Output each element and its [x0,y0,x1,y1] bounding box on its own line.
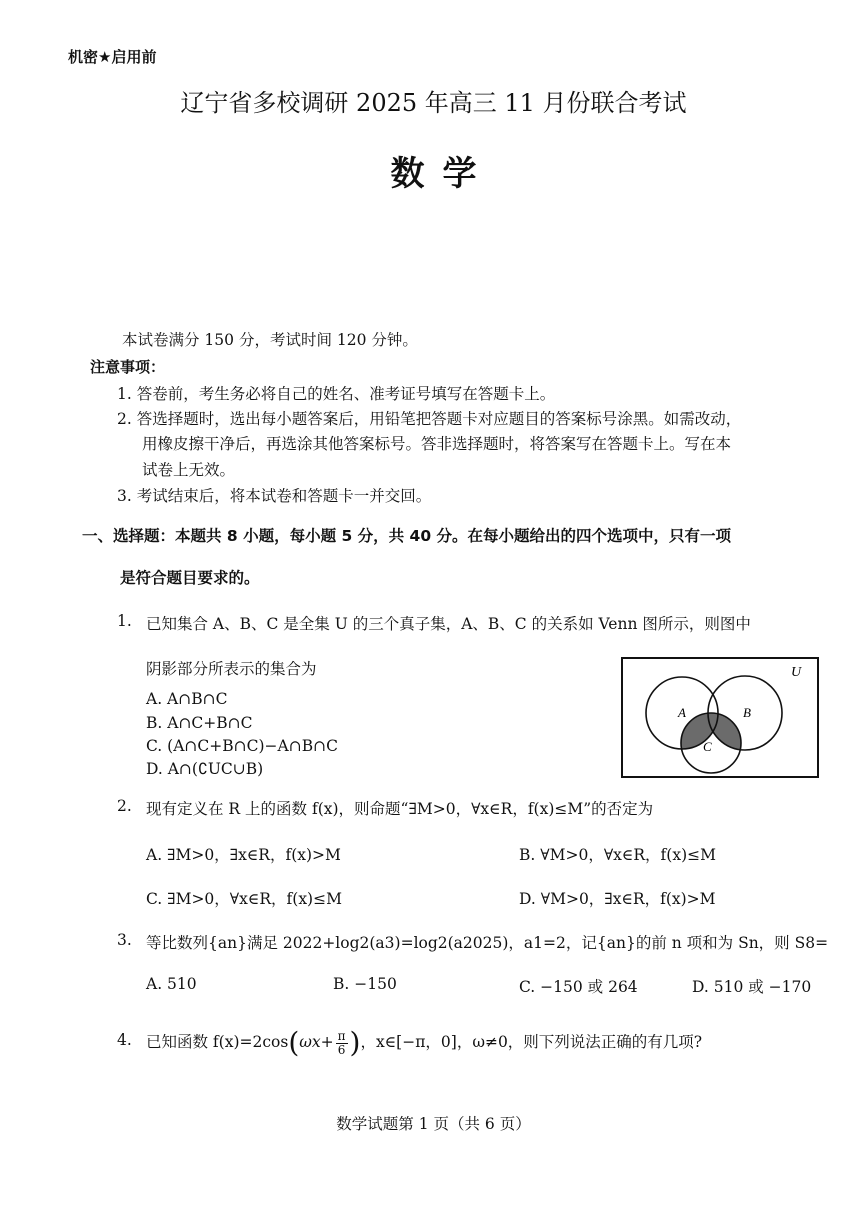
question-1-option-d: D. A∩(∁UC∪B) [146,760,264,778]
question-3-option-c: C. −150 或 264 [519,978,638,996]
question-4-stem [146,1022,702,1063]
question-4-stem-suffix: ，x∈[−π，0]，ω≠0，则下列说法正确的有几项? [360,1033,703,1051]
venn-label-c: C [703,739,712,754]
note-item-3: 3. 考试结束后，将本试卷和答题卡一并交回。 [117,487,432,505]
question-1-stem-cont: 阴影部分所表示的集合为 [146,660,317,678]
right-paren: ) [349,1026,361,1059]
question-3-option-b: B. −150 [333,975,397,993]
note-item-1: 1. 答卷前，考生务必将自己的姓名、准考证号填写在答题卡上。 [117,385,556,403]
score-time-info: 本试卷满分 150 分，考试时间 120 分钟。 [122,331,418,349]
venn-label-b: B [743,705,751,720]
question-4-number: 4. [117,1031,132,1049]
note-item-2-cont2: 试卷上无效。 [142,461,236,479]
venn-diagram-svg [623,659,817,776]
note-item-2: 2. 答选择题时，选出每小题答案后，用铅笔把答题卡对应题目的答案标号涂黑。如需改动， [117,410,742,428]
question-3-option-d: D. 510 或 −170 [692,978,812,996]
question-1-number: 1. [117,612,132,630]
question-2-option-a: A. ∃M>0，∃x∈R，f(x)>M [146,846,341,864]
section-heading-cont: 是符合题目要求的。 [120,569,260,587]
section-heading: 一、选择题：本题共 8 小题，每小题 5 分，共 40 分。在每小题给出的四个选项中，只有一项 [82,527,732,545]
question-3-number: 3. [117,931,132,949]
pi-over-six-fraction [336,1030,348,1057]
note-item-2-cont: 用橡皮擦干净后，再选涂其他答案标号。答非选择题时，将答案写在答题卡上。写在本 [142,435,732,453]
question-3-option-a: A. 510 [146,975,197,993]
question-4-stem-inner: ωx+ [299,1033,334,1051]
exam-title: 辽宁省多校调研 2025 年高三 11 月份联合考试 [180,89,687,117]
question-2-number: 2. [117,797,132,815]
confidential-label: 机密★启用前 [68,48,157,66]
subject-title: 数学 [390,154,495,194]
question-2-option-c: C. ∃M>0，∀x∈R，f(x)≤M [146,890,342,908]
question-3-stem: 等比数列{an}满足 2022+log2(a3)=log2(a2025)，a1=2，记{an}的前 n 项和为 Sn，则 S8= [146,934,829,952]
venn-label-u: U [791,665,802,680]
fraction-denominator: 6 [337,1042,346,1057]
page-footer: 数学试题第 1 页（共 6 页） [336,1115,531,1133]
left-paren: ( [288,1026,300,1059]
venn-diagram [621,657,819,778]
question-2-stem: 现有定义在 R 上的函数 f(x)，则命题“∃M>0，∀x∈R，f(x)≤M”的否定为 [146,800,654,818]
notes-heading: 注意事项： [90,358,166,376]
venn-label-a: A [678,705,686,720]
question-1-stem: 已知集合 A、B、C 是全集 U 的三个真子集，A、B、C 的关系如 Venn 图所示，则图中 [146,615,751,633]
question-1-option-a: A. A∩B∩C [146,690,228,708]
question-4-stem-prefix: 已知函数 f(x)=2cos [146,1033,289,1051]
question-2-option-d: D. ∀M>0，∃x∈R，f(x)>M [519,890,716,908]
question-1-option-c: C. (A∩C+B∩C)−A∩B∩C [146,737,338,755]
question-1-option-b: B. A∩C+B∩C [146,714,253,732]
fraction-numerator: π [337,1028,346,1043]
question-2-option-b: B. ∀M>0，∀x∈R，f(x)≤M [519,846,716,864]
